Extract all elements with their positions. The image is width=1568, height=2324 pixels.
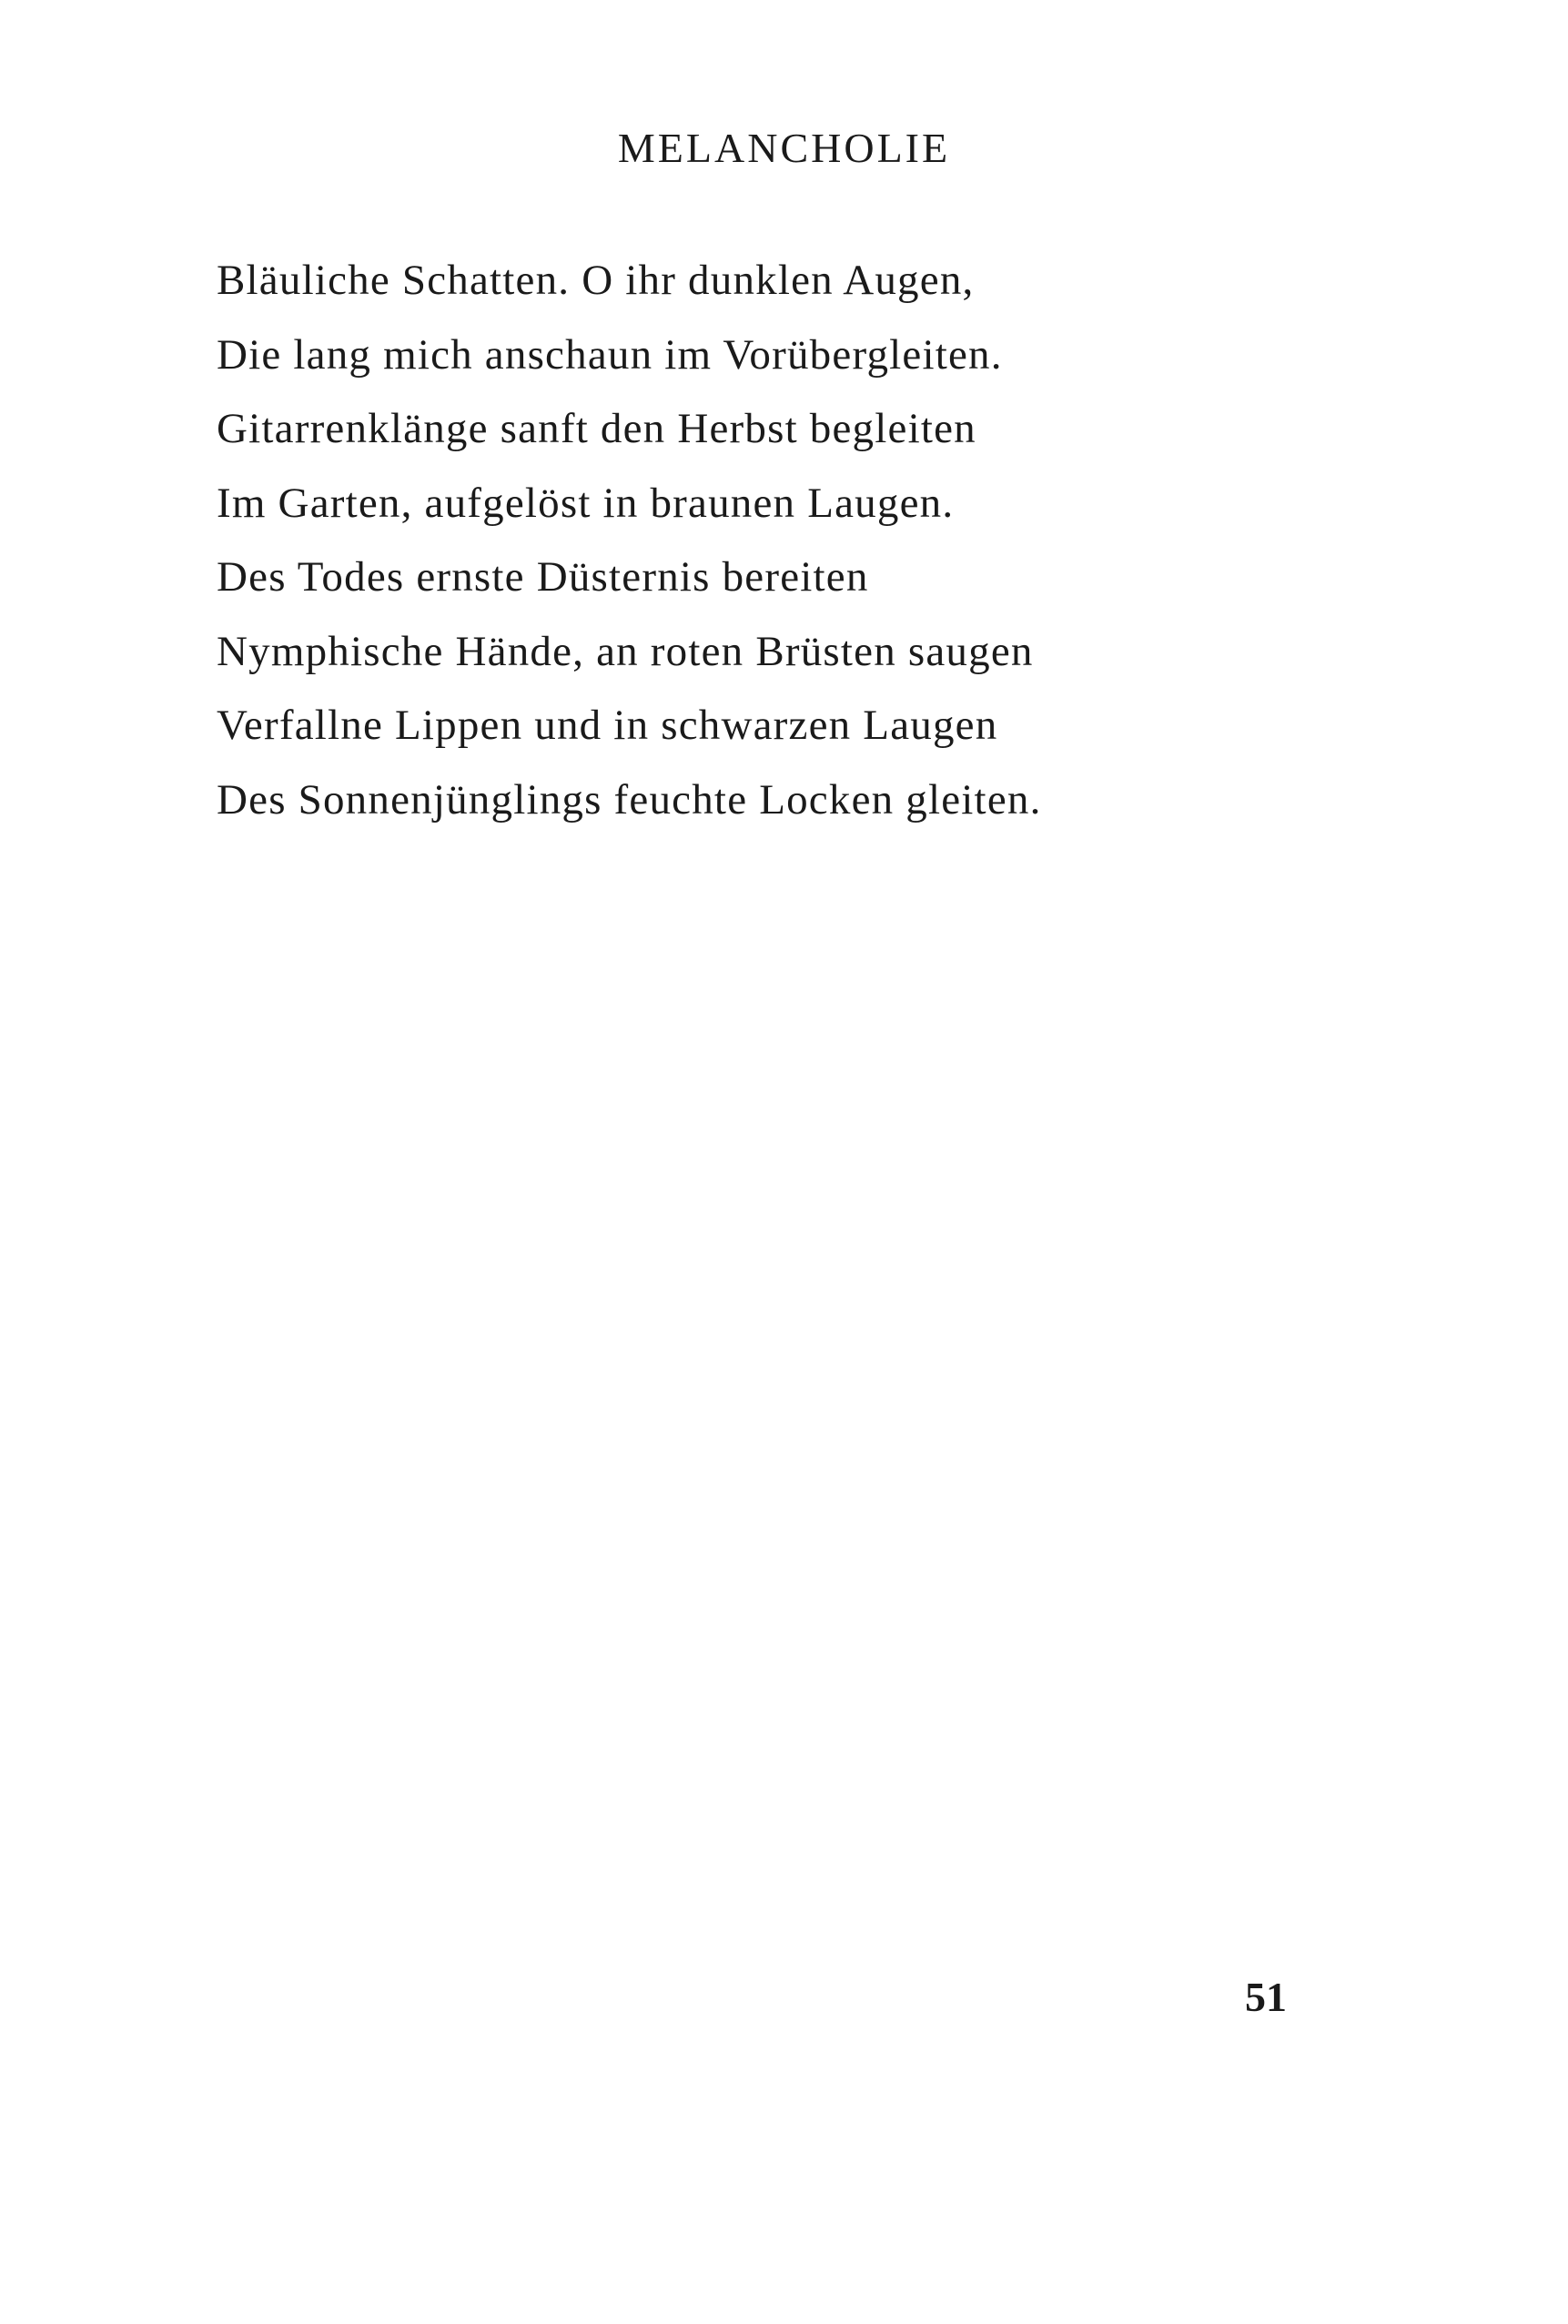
poem-line: Gitarrenklänge sanft den Herbst begleiten bbox=[217, 405, 976, 452]
poem-line: Des Todes ernste Düsternis bereiten bbox=[217, 553, 869, 601]
poem-line: Im Garten, aufgelöst in braunen Laugen. bbox=[217, 479, 955, 527]
poem-line: Verfallne Lippen und in schwarzen Laugen bbox=[217, 702, 998, 749]
poem-line: Die lang mich anschaun im Vorübergleiten. bbox=[217, 330, 1003, 379]
poem-line: Bläuliche Schatten. O ihr dunklen Augen, bbox=[217, 257, 975, 304]
poem-body bbox=[217, 244, 1309, 837]
poem-line: Des Sonnenjünglings feuchte Locken gleiten. bbox=[217, 775, 1042, 824]
page-number: 51 bbox=[1245, 1974, 1287, 2020]
poem-line: Nymphische Hände, an roten Brüsten saugen bbox=[217, 627, 1034, 675]
poem-title: MELANCHOLIE bbox=[617, 125, 951, 171]
